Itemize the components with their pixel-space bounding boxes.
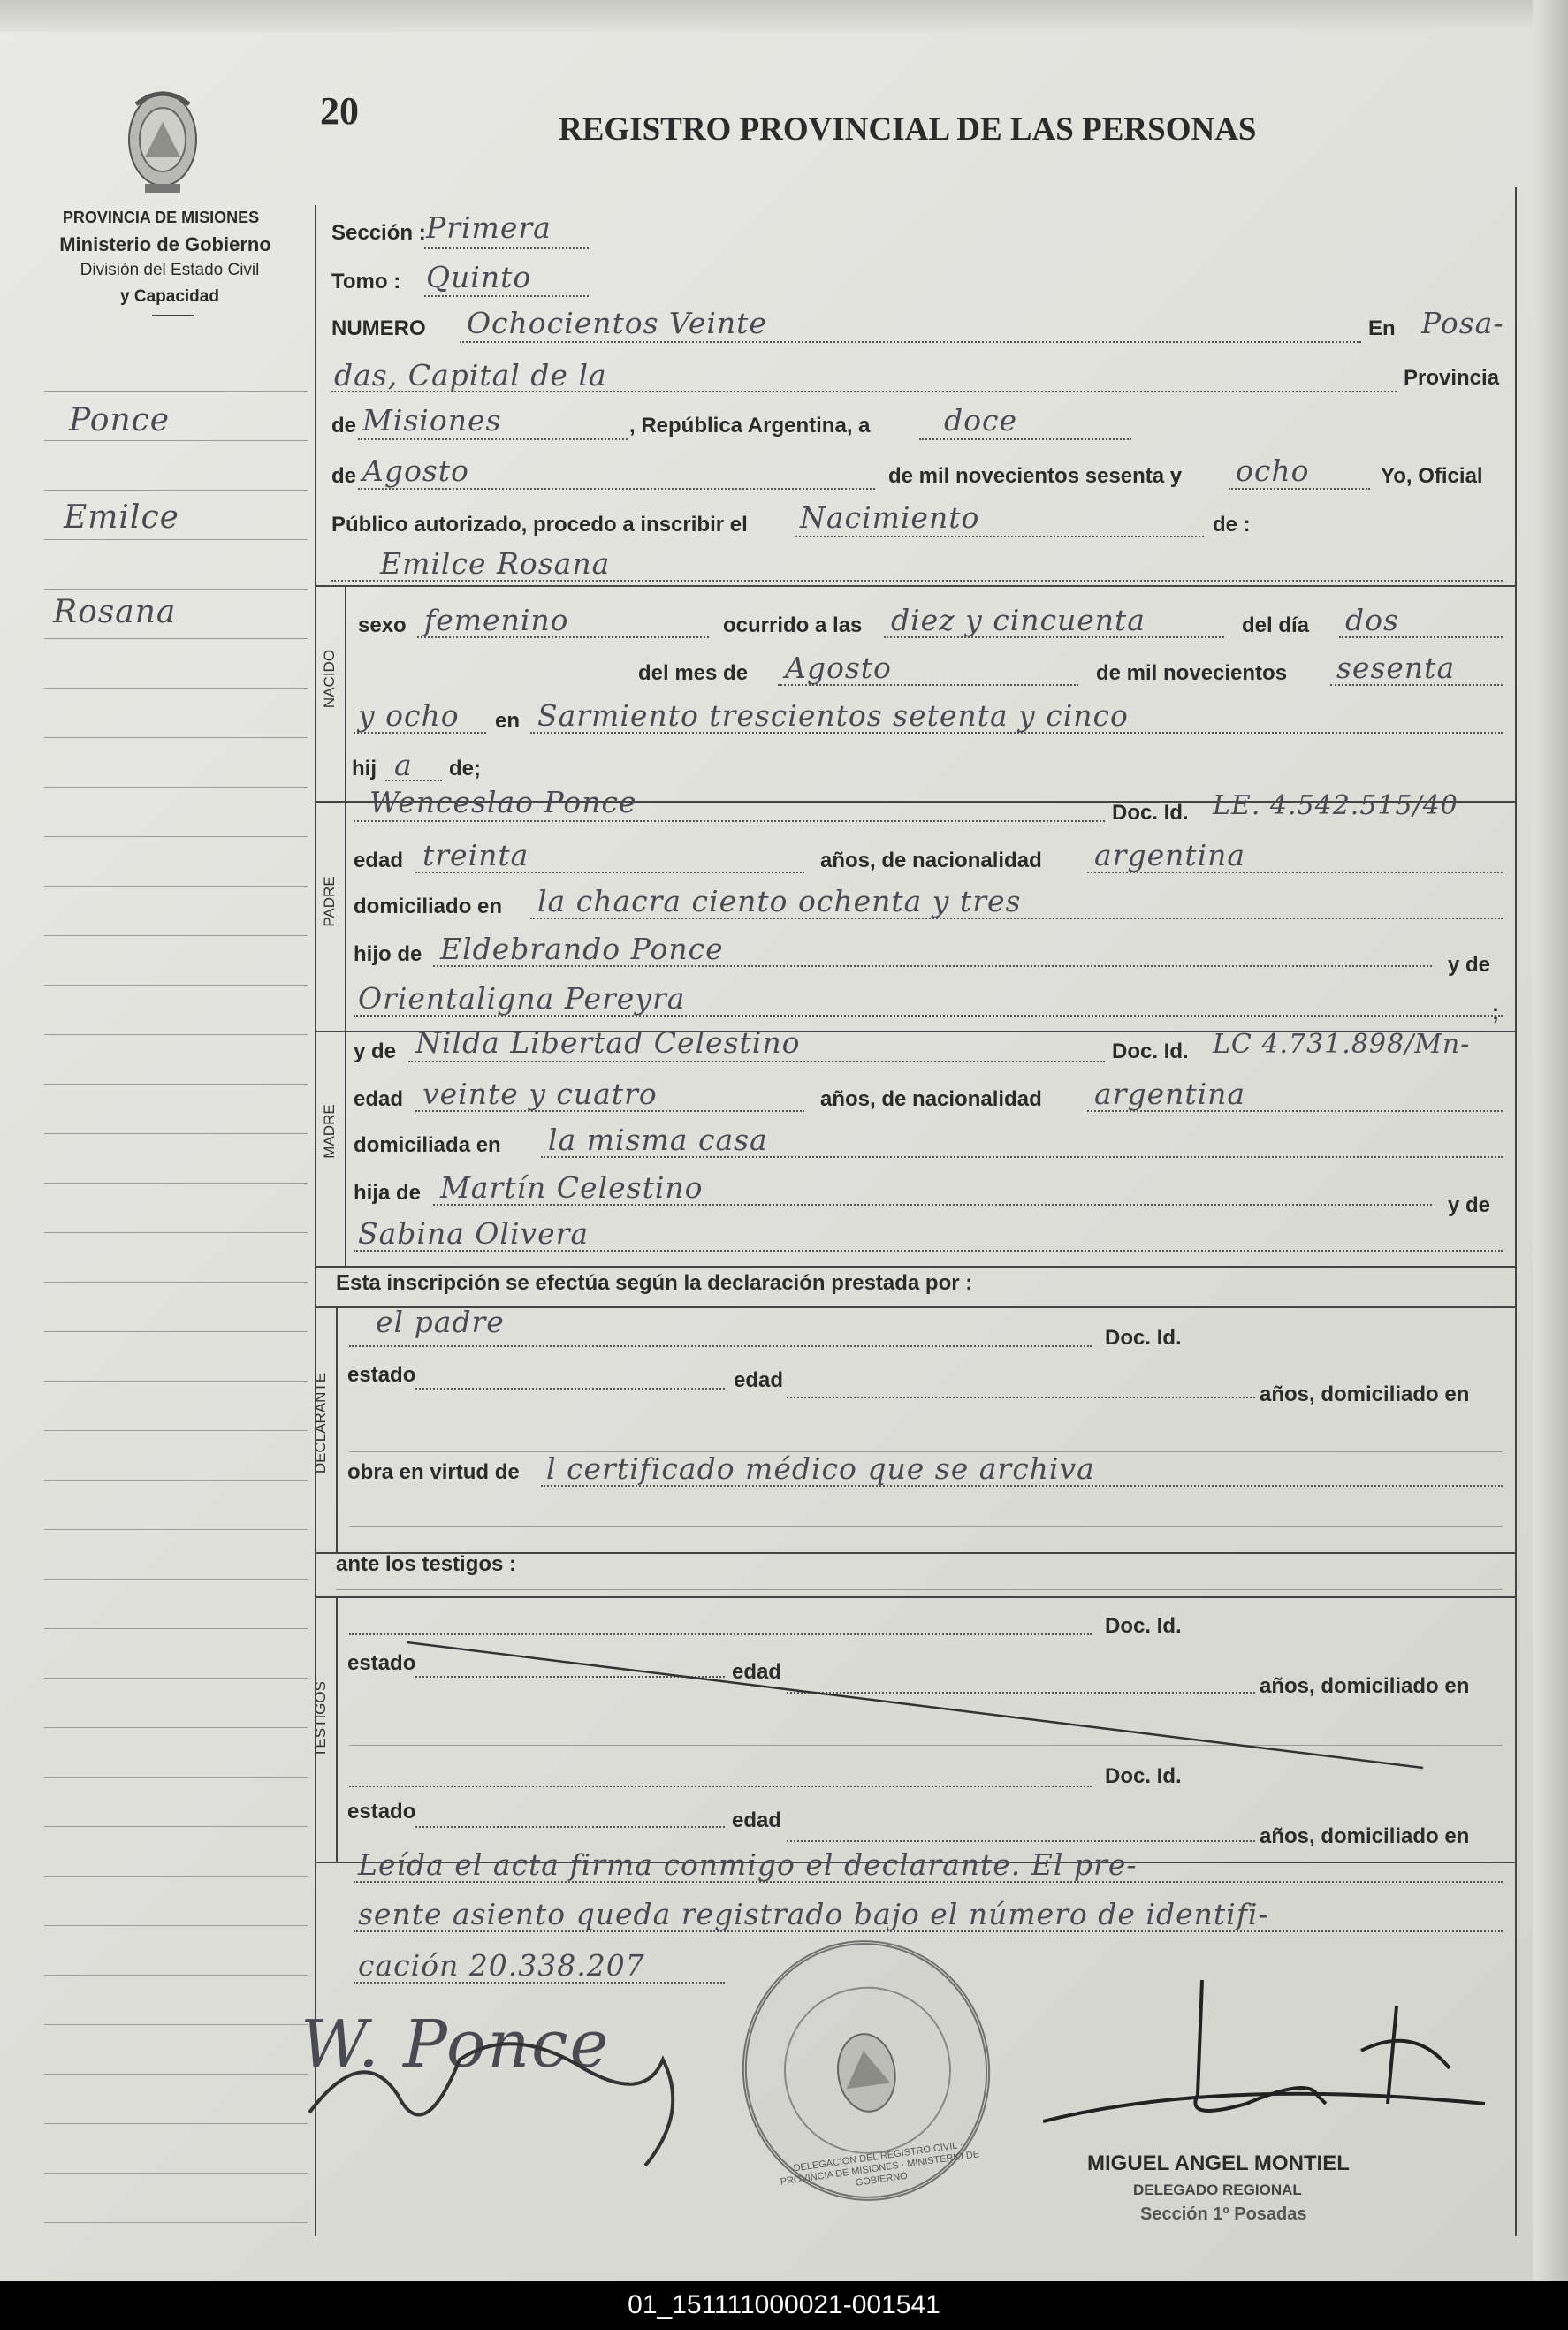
label-republica: , República Argentina, a	[629, 414, 871, 438]
madre-nombre: Nilda Libertad Celestino	[415, 1025, 801, 1060]
page-top-edge	[0, 0, 1568, 32]
label-sexo: sexo	[358, 613, 407, 637]
value-en-a: Posa-	[1421, 306, 1504, 340]
section-label-madre: MADRE	[321, 1104, 338, 1159]
page-number: 20	[320, 89, 359, 133]
value-hija-letra: a	[394, 748, 413, 782]
label-declarante-estado: estado	[347, 1363, 416, 1387]
value-nombre: Emilce Rosana	[380, 546, 611, 581]
value-provincia: Misiones	[362, 403, 502, 438]
value-anio-nac-b: y ocho	[358, 698, 460, 733]
label-de-colon: de :	[1213, 513, 1251, 537]
value-tomo: Quinto	[426, 260, 532, 294]
label-testigo1-edad: edad	[732, 1660, 782, 1684]
label-madre-doc: Doc. Id.	[1112, 1039, 1189, 1063]
stamp-emblem-icon	[820, 2019, 912, 2126]
official-section: Sección 1º Posadas	[1140, 2204, 1307, 2224]
value-mes: Agosto	[362, 453, 469, 488]
label-ocurrido: ocurrido a las	[723, 613, 863, 637]
section-label-testigos: TESTIGOS	[312, 1681, 329, 1757]
label-del-dia: del día	[1242, 613, 1310, 637]
label-esta-inscripcion: Esta inscripción se efectúa según la declaración prestada por :	[336, 1271, 973, 1295]
value-lugar: Sarmiento trescientos setenta y cinco	[537, 698, 1129, 733]
label-de-semi: de;	[449, 757, 481, 780]
madre-domicilio: la misma casa	[548, 1123, 768, 1157]
label-padre-edad: edad	[354, 849, 404, 872]
padre-semicolon: ;	[1492, 1001, 1499, 1024]
label-publico: Público autorizado, procedo a inscribir el	[331, 513, 748, 537]
label-hij: hij	[352, 757, 377, 780]
label-testigo1-anos: años, domiciliado en	[1260, 1674, 1470, 1698]
label-padre-doc: Doc. Id.	[1112, 801, 1189, 825]
value-seccion: Primera	[426, 210, 552, 245]
madre-nacionalidad: argentina	[1094, 1077, 1246, 1111]
label-padre-hijo: hijo de	[354, 942, 422, 966]
office-line-4: y Capacidad	[120, 287, 219, 306]
section-label-padre: PADRE	[321, 876, 338, 927]
label-declarante-doc: Doc. Id.	[1105, 1326, 1182, 1350]
official-title: DELEGADO REGIONAL	[1133, 2182, 1302, 2198]
stamp-text: DELEGACION DEL REGISTRO CIVIL · PROVINCIA DE MISIONES · MINISTERIO DE GOBIERNO	[780, 2139, 980, 2189]
label-declarante-anos: años, domiciliado en	[1260, 1382, 1470, 1406]
value-numero: Ochocientos Veinte	[467, 306, 767, 340]
madre-madre: Sabina Olivera	[358, 1216, 590, 1251]
office-underline	[152, 315, 194, 316]
value-mes-nac: Agosto	[785, 651, 892, 685]
label-ante-testigos: ante los testigos :	[336, 1552, 517, 1576]
label-de-mil-nov: de mil novecientos	[1096, 661, 1288, 685]
label-obra: obra en virtud de	[347, 1460, 520, 1484]
declarant-signature-flourish	[292, 2006, 716, 2183]
label-yo-oficial: Yo, Oficial	[1381, 464, 1483, 488]
value-sexo: femenino	[424, 603, 569, 637]
archive-footer	[0, 2281, 1568, 2330]
margin-surname: Ponce	[69, 402, 171, 438]
nota-linea-1: Leída el acta firma conmigo el declarante. El pre-	[358, 1847, 1138, 1882]
label-numero: NUMERO	[331, 316, 426, 340]
value-anio-nac-a: sesenta	[1336, 651, 1456, 685]
label-tomo: Tomo :	[331, 270, 401, 293]
value-dia-nac: dos	[1345, 603, 1399, 637]
coat-of-arms-icon	[118, 87, 207, 200]
declarante-obra: l certificado médico que se archiva	[546, 1451, 1095, 1486]
value-hora: diez y cincuenta	[891, 603, 1146, 637]
official-name: MIGUEL ANGEL MONTIEL	[1087, 2151, 1350, 2175]
label-testigo2-estado: estado	[347, 1800, 416, 1824]
label-padre-yde: y de	[1448, 953, 1491, 977]
label-del-mes: del mes de	[638, 661, 749, 685]
padre-madre: Orientaligna Pereyra	[358, 981, 686, 1016]
label-testigo2-anos: años, domiciliado en	[1260, 1824, 1470, 1848]
label-en: En	[1368, 316, 1396, 340]
office-line-2: Ministerio de Gobierno	[59, 233, 271, 255]
label-testigo1-doc: Doc. Id.	[1105, 1614, 1182, 1638]
value-dia: doce	[944, 403, 1018, 438]
label-provincia: Provincia	[1404, 366, 1500, 390]
label-en-lugar: en	[495, 709, 521, 733]
padre-doc: LE. 4.542.515/40	[1213, 790, 1458, 821]
padre-padre: Eldebrando Ponce	[440, 932, 724, 966]
label-declarante-edad: edad	[734, 1368, 784, 1392]
madre-doc: LC 4.731.898/Mn-	[1213, 1029, 1471, 1060]
label-de-mes: de	[331, 464, 357, 488]
margin-divider	[315, 205, 316, 2236]
margin-name-1: Emilce	[64, 499, 179, 536]
padre-domicilio: la chacra ciento ochenta y tres	[537, 884, 1022, 918]
label-seccion: Sección :	[331, 221, 426, 245]
page-title: REGISTRO PROVINCIAL DE LAS PERSONAS	[559, 111, 1257, 148]
cancel-stroke	[407, 1635, 1432, 1777]
office-line-1: PROVINCIA DE MISIONES	[62, 209, 260, 226]
declarant-signature: W. Ponce	[301, 2006, 611, 2083]
padre-nombre: Wenceslao Ponce	[369, 785, 637, 819]
label-madre-yde2: y de	[1448, 1193, 1491, 1217]
label-padre-nac: años, de nacionalidad	[820, 849, 1042, 872]
margin-name-2: Rosana	[53, 594, 177, 630]
office-line-3: División del Estado Civil	[80, 261, 260, 279]
value-anio: ocho	[1236, 453, 1310, 488]
value-en-b: das, Capital de la	[334, 358, 607, 392]
nota-linea-3: cación 20.338.207	[358, 1948, 645, 1983]
label-de-prov: de	[331, 414, 357, 438]
label-madre-dom: domiciliada en	[354, 1133, 501, 1157]
page-right-edge	[1533, 0, 1568, 2281]
section-label-declarante: DECLARANTE	[312, 1372, 329, 1474]
archive-id: 01_151111000021-001541	[628, 2290, 940, 2319]
madre-edad: veinte y cuatro	[422, 1077, 658, 1111]
right-border	[1515, 187, 1517, 2236]
label-testigo2-doc: Doc. Id.	[1105, 1764, 1182, 1788]
value-acto: Nacimiento	[800, 500, 980, 535]
section-label-nacido: NACIDO	[321, 649, 338, 709]
nota-linea-2: sente asiento queda registrado bajo el número de identifi-	[358, 1897, 1269, 1931]
registry-stamp	[726, 1924, 1007, 2217]
label-testigo1-estado: estado	[347, 1651, 416, 1675]
label-madre-yde: y de	[354, 1039, 397, 1063]
label-madre-edad: edad	[354, 1087, 404, 1111]
madre-padre: Martín Celestino	[440, 1170, 704, 1205]
padre-edad: treinta	[422, 838, 529, 872]
label-padre-dom: domiciliado en	[354, 895, 503, 918]
label-madre-hija: hija de	[354, 1181, 422, 1205]
padre-nacionalidad: argentina	[1094, 838, 1246, 872]
declarante-quien: el padre	[376, 1305, 505, 1339]
label-de-mil: de mil novecientos sesenta y	[888, 464, 1183, 488]
label-madre-nac: años, de nacionalidad	[820, 1087, 1042, 1111]
official-signature	[1043, 1971, 1503, 2148]
label-testigo2-edad: edad	[732, 1808, 782, 1832]
